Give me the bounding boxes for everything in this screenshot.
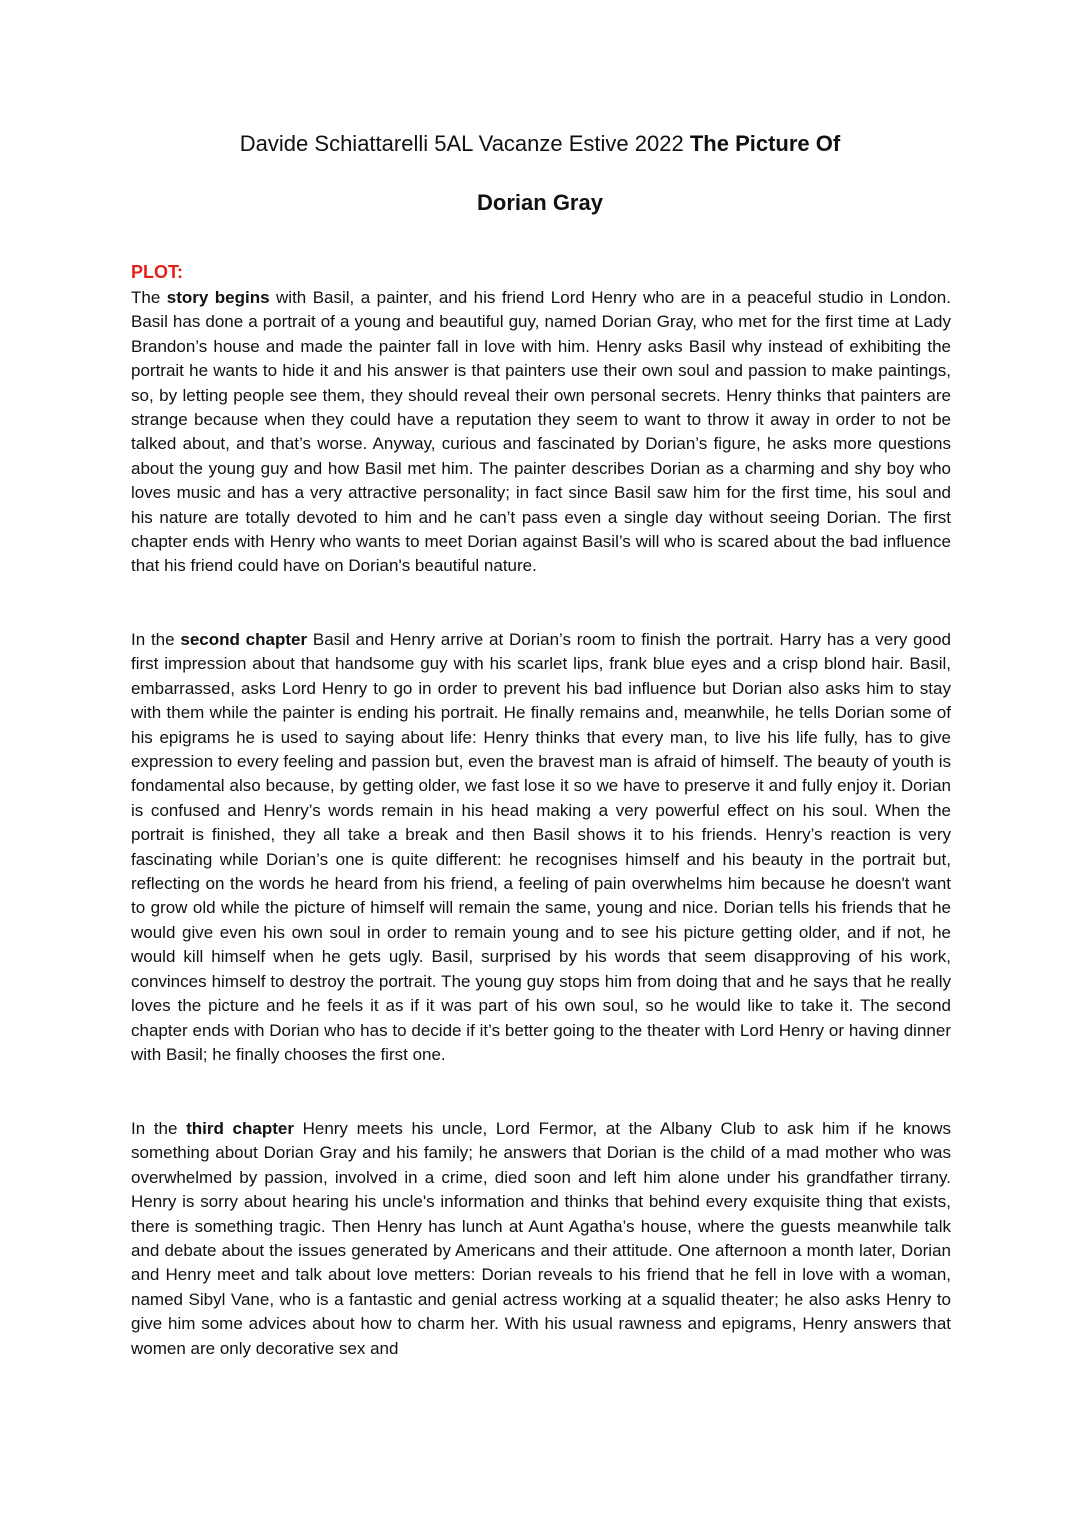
- title-author-info: Davide Schiattarelli 5AL Vacanze Estive 2022: [239, 131, 690, 156]
- paragraph-chapter-1: [131, 286, 951, 579]
- document-title-line-1: [0, 130, 1080, 158]
- paragraph-chapter-3: [131, 1117, 951, 1361]
- paragraph-body: Basil and Henry arrive at Dorian’s room to finish the portrait. Harry has a very good first impression about that handsome guy with his scarlet lips, frank blue eyes and a crisp blond hair. Basil, embarrassed, asks Lord Henry to go in order to prevent his bad influence but Dorian also asks him to stay with them while the painter is ending his portrait. He finally remains and, meanwhile, he tells Dorian some of his epigrams he is used to saying about life: Henry thinks that every man, to live his life fully, has to give expression to every feeling and passion but, even the bravest man is afraid of himself. The beauty of youth is fondamental also because, by getting older, we fast lose it so we have to preserve it and fully enjoy it. Dorian is confused and Henry’s words remain in his head making a very powerful effect on his soul. When the portrait is finished, they all take a break and then Basil shows it to his friends. Henry’s reaction is very fascinating while Dorian’s one is quite different: he recognises himself and his beauty in the portrait but, reflecting on the words he heard from his friend, a feeling of pain overwhelms him because he doesn't want to grow old while the picture of himself will remain the same, young and nice. Dorian tells his friends that he would give even his own soul in order to remain young and to see his picture getting older, and if not, he would kill himself when he gets ugly. Basil, surprised by his words that seem disapproving of his work, convinces himself to destroy the portrait. The young guy stops him from doing that and he says that he really loves the picture and he feels it as if it was part of his own soul, so he would like to take it. The second chapter ends with Dorian who has to decide if it’s better going to the theater with Lord Henry or having dinner with Basil; he finally chooses the first one.: [131, 630, 951, 1064]
- title-book-name-part-1: The Picture Of: [689, 131, 841, 156]
- document-title-line-2: [0, 189, 1080, 217]
- title-book-name-part-2: Dorian Gray: [477, 190, 603, 215]
- paragraph-keyword: second chapter: [180, 630, 308, 649]
- paragraph-keyword: third chapter: [186, 1119, 294, 1138]
- paragraph-lead: In the: [131, 1119, 187, 1138]
- paragraph-lead: The: [131, 288, 167, 307]
- paragraph-body: Henry meets his uncle, Lord Fermor, at the Albany Club to ask him if he knows something about Dorian Gray and his family; he answers that Dorian is the child of a mad mother who was overwhelmed by passion, involved in a crime, died soon and left him alone under his grandfather tirrany. Henry is sorry about hearing his uncle's information and thinks that behind every exquisite thing that exists, there is something tragic. Then Henry has lunch at Aunt Agatha’s house, where the guests meanwhile talk and debate about the issues generated by Americans and their attitude. One afternoon a month later, Dorian and Henry meet and talk about love metters: Dorian reveals to his friend that he fell in love with a woman, named Sibyl Vane, who is a fantastic and genial actress working at a squalid theater; he also asks Henry to give him some advices about how to charm her. With his usual rawness and epigrams, Henry answers that women are only decorative sex and: [131, 1119, 952, 1358]
- paragraph-chapter-2: [131, 628, 951, 1067]
- paragraph-lead: In the: [131, 630, 181, 649]
- paragraph-body: with Basil, a painter, and his friend Lord Henry who are in a peaceful studio in London. Basil has done a portrait of a young and beautiful guy, named Dorian Gray, who met for the first time at Lady Brandon’s house and made the painter fall in love with him. Henry asks Basil why instead of exhibiting the portrait he wants to hide it and his answer is that painters use their own soul and passion to make paintings, so, by letting people see them, they should reveal their own personal secrets. Henry thinks that painters are strange because when they could have a reputation they seem to want to throw it away in order to not be talked about, and that’s worse. Anyway, curious and fascinated by Dorian’s figure, he asks more questions about the young guy and how Basil met him. The painter describes Dorian as a charming and shy boy who loves music and has a very attractive personality; in fact since Basil saw him for the first time, his soul and his nature are totally devoted to him and he can’t pass even a single day without seeing Dorian. The first chapter ends with Henry who wants to meet Dorian against Basil’s will who is scared about the bad influence that his friend could have on Dorian's beautiful nature.: [131, 288, 951, 576]
- section-heading-plot: PLOT:: [131, 262, 183, 282]
- paragraph-keyword: story begins: [166, 288, 270, 307]
